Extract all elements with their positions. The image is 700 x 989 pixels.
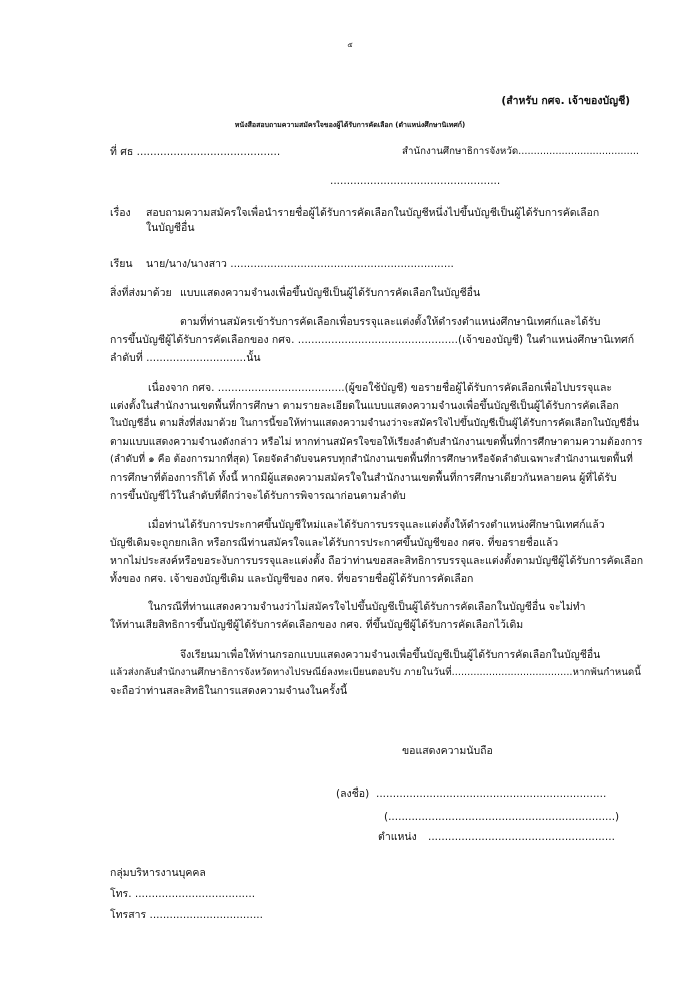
salutation-text: นาย/นาง/นางสาว ...................................................................	[146, 258, 454, 270]
para3-line-3: หากไม่ประสงค์หรือขอระงับการบรรจุและแต่งตั้ง ถือว่าท่านขอสละสิทธิการบรรจุและแต่งตั้งตามบัญชีผู้ได้รับการคัดเลือก	[110, 555, 644, 567]
para5-line-3: จะถือว่าท่านสละสิทธิในการแสดงความจำนงในครั้งนี้	[110, 685, 348, 697]
closing-text: ขอแสดงความนับถือ	[402, 745, 493, 757]
signature-label: (ลงชื่อ)	[336, 788, 370, 800]
header-note: (สำหรับ กศจ. เจ้าของบัญชี)	[501, 95, 630, 107]
para1-line-2: การขึ้นบัญชีผู้ได้รับการคัดเลือกของ กศจ. ................................................(เจ้าของบัญชี) ในตำแหน่งศึกษานิเทศก์	[110, 334, 635, 346]
para4-line-2: ให้ท่านเสียสิทธิการขึ้นบัญชีผู้ได้รับการคัดเลือกของ กศจ. ที่ขึ้นบัญชีผู้ได้รับการคัดเลือกไว้เดิม	[110, 619, 524, 631]
salutation-label: เรียน	[110, 258, 133, 270]
para2-line-3: ในบัญชีอื่น ตามสิ่งที่ส่งมาด้วย ในการนี้ขอให้ท่านแสดงความจำนงว่าจะสมัครใจไปขึ้นบัญชีเป็นผู้ได้รับการคัดเลือกในบัญชีอื่น	[110, 418, 640, 429]
para3-line-1: เมื่อท่านได้รับการประกาศขึ้นบัญชีใหม่และได้รับการบรรจุและแต่งตั้งให้ดำรงตำแหน่งศึกษานิเทศก์แล้ว	[148, 519, 605, 531]
signature-line: .....................................................................	[376, 788, 607, 800]
para3-line-2: บัญชีเดิมจะถูกยกเลิก หรือกรณีท่านสมัครใจและได้รับการประกาศขึ้นบัญชีของ กศจ. ที่ขอรายชื่อแล้ว	[110, 537, 559, 549]
date-line: ...................................................	[330, 175, 501, 187]
position-label: ตำแหน่ง	[378, 831, 417, 843]
subject-text-line-1: สอบถามความสมัครใจเพื่อนำรายชื่อผู้ได้รับการคัดเลือกในบัญชีหนึ่งไปขึ้นบัญชีเป็นผู้ได้รับการคัดเลือก	[146, 207, 600, 219]
para2-line-7: การขึ้นบัญชีไว้ในลำดับที่ดีกว่าจะได้รับการพิจารณาก่อนตามลำดับ	[110, 490, 406, 502]
reference-number: ที่ ศธ ...........................................	[110, 146, 281, 158]
subject-label: เรื่อง	[110, 207, 131, 219]
subject-text-line-2: ในบัญชีอื่น	[146, 222, 195, 234]
fax-line: โทรสาร ..................................	[110, 909, 263, 921]
telephone-line: โทร. ....................................	[110, 888, 256, 900]
para2-line-6: การศึกษาที่ต้องการก็ได้ ทั้งนี้ หากมีผู้แสดงความสมัครใจในสำนักงานเขตพื้นที่การศึกษาเดียวกันหลายคน ผู้ที่ได้รับ	[110, 472, 617, 484]
para1-line-3: ลำดับที่ ..............................นั้น	[110, 352, 261, 364]
para1-line-1: ตามที่ท่านสมัครเข้ารับการคัดเลือกเพื่อบรรจุและแต่งตั้งให้ดำรงตำแหน่งศึกษานิเทศก์และได้รับ	[180, 316, 601, 328]
document-title: หนังสือสอบถามความสมัครใจของผู้ได้รับการคัดเลือก (ตำแหน่งศึกษานิเทศก์)	[234, 121, 466, 129]
para5-line-2: แล้วส่งกลับสำนักงานศึกษาธิการจังหวัดทางไปรษณีย์ลงทะเบียนตอบรับ ภายในวันที่.......................................หากพ้นกำหนดนี้	[110, 667, 641, 678]
enclosure-text: แบบแสดงความจำนงเพื่อขึ้นบัญชีเป็นผู้ได้รับการคัดเลือกในบัญชีอื่น	[180, 287, 481, 299]
position-line: ........................................................	[428, 831, 615, 843]
para3-line-4: ทั้งของ กศจ. เจ้าของบัญชีเดิม และบัญชีของ กศจ. ที่ขอรายชื่อผู้ได้รับการคัดเลือก	[110, 573, 474, 585]
signer-name-line: (....................................................................)	[384, 811, 620, 823]
page-number: ๕	[347, 41, 353, 49]
department-name: กลุ่มบริหารงานบุคคล	[110, 867, 206, 879]
enclosure-label: สิ่งที่ส่งมาด้วย	[110, 287, 172, 299]
office-name: สำนักงานศึกษาธิการจังหวัด.......................................	[402, 146, 640, 157]
para2-line-4: ตามแบบแสดงความจำนงดังกล่าว หรือไม่ หากท่านสมัครใจขอให้เรียงลำดับสำนักงานเขตพื้นที่การศึกษาตามความต้องการ	[110, 436, 643, 448]
para4-line-1: ในกรณีที่ท่านแสดงความจำนงว่าไม่สมัครใจไปขึ้นบัญชีเป็นผู้ได้รับการคัดเลือกในบัญชีอื่น จะไม่ทำ	[148, 601, 586, 613]
para2-line-5: (ลำดับที่ ๑ คือ ต้องการมากที่สุด) โดยจัดลำดับจนครบทุกสำนักงานเขตพื้นที่การศึกษาหรือจัดลำดับเฉพาะสำนักงานเขตพื้นที่	[110, 454, 633, 465]
para2-line-2: แต่งตั้งในสำนักงานเขตพื้นที่การศึกษา ตามรายละเอียดในแบบแสดงความจำนงเพื่อขึ้นบัญชีเป็นผู้ได้รับการคัดเลือก	[110, 400, 619, 412]
para2-line-1: เนื่องจาก กศจ. ......................................(ผู้ขอใช้บัญชี) ขอรายชื่อผู้ได้รับการคัดเลือกเพื่อไปบรรจุและ	[148, 382, 613, 394]
para5-line-1: จึงเรียนมาเพื่อให้ท่านกรอกแบบแสดงความจำนงเพื่อขึ้นบัญชีเป็นผู้ได้รับการคัดเลือกในบัญชีอื่น	[180, 649, 601, 661]
